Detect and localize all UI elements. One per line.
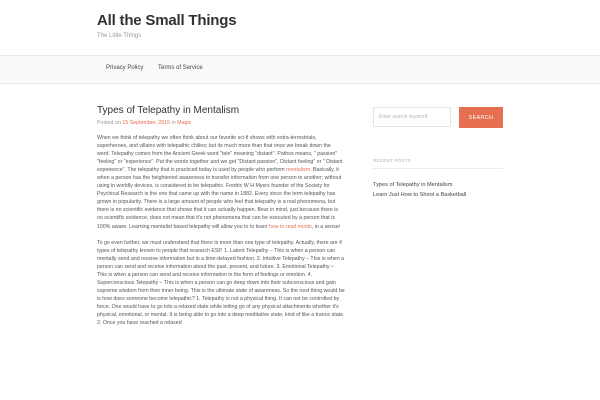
search-button[interactable]: SEARCH [459,107,503,128]
read-minds-link[interactable]: how to read minds [268,223,312,230]
site-title[interactable]: All the Small Things [97,12,237,29]
post-meta [97,120,345,126]
recent-post-link[interactable]: Types of Telepathy in Mentalism [373,182,453,188]
recent-posts-list [373,182,466,201]
post-paragraph-1 [97,134,345,231]
post-title[interactable]: Types of Telepathy in Mentalism [97,105,240,116]
meta-posted-on: Posted on [97,120,121,126]
paragraph-text: , in a sense/ [311,223,341,230]
post-paragraph-2: To go even further, we must understand that there is more than one type of telepathy. Actually, there are 4 types of telepathy known to people that research ESP. 1. Latent Telepathy – This is when a person can mentally send and receive information but in a time-delayed fashion. 2. Intuitive Telepathy – This is when a person can send and receive information about the past, present, and future. 3. Emotional Telepathy – This is when a person can send and receive information in the form of feelings or emotion. 4. Superconscious Telepathy – This is when a person can go deep down into their subconscious and gain supreme wisdom from their inner being. This is the ultimate state of awareness. So the next thing would be is how does someone become telepathic? 1. Telepathy is not a physical thing. It can not be controlled by force. One would have to go into a relaxed state while letting go of any physical attachments whether it's physical, emotional, or mental. It is being able to go into a deep meditative state; kind of like a trance state. 2. Once you have reached a relaxed [97,239,345,327]
paragraph-text: When we think of telepathy we often think about our favorite sci-fi shows with extra-terrestrials, superheroes, and villains with telepathic chilies; but its much more than that once we break down the word. Telepathy comes from the Ancient Greek word "tele" meaning "distant". Pathos means, " passion" "feeling" or "experience". Put the words together and we get "Distant passion", Distant feeling" or " Distant experience". The telepathy that is practiced today is used by people who perform [97,135,343,174]
mentalism-link[interactable]: mentalism [286,167,311,174]
main-navigation [0,55,600,84]
search-input[interactable] [373,107,451,127]
nav-item-privacy-policy[interactable]: Privacy Policy [106,65,144,71]
post-date-link[interactable]: 15 September, 2015 [122,120,171,126]
recent-posts-title: RECENT POSTS [373,158,412,163]
post-content [97,134,345,327]
post-category-link[interactable]: Magic [177,120,192,126]
recent-post-link[interactable]: Learn Just How to Shoot a Basketball [373,191,467,198]
nav-item-terms-of-service[interactable]: Terms of Service [158,65,203,71]
site-description: The Little Things [97,33,142,39]
meta-in: in [171,120,176,126]
paragraph-text: . Basically, it when a person has the heightened awareness to transfer information from one person to another; without using in worldly devices, is considered to be telepathic. Fredric W H Myers founder of the Society for Psychical Research is the one that came up with the name in 1882. Every since the term telepathy has grown in popularity. There is a large amount of people who feel that telepathy is a real phenomena, but there is no scientific evidence that shows that it can actually happen. Bear in mind, just because there is no scientific evidence, does not mean that it's not phenomena that can be executed by a person that is 100% aware. Learning mentalist based telepathy will allow you to to learn [97,167,342,230]
site-header [0,0,600,56]
widget-divider [373,168,503,169]
main-content [97,105,345,335]
post-article [97,105,345,327]
